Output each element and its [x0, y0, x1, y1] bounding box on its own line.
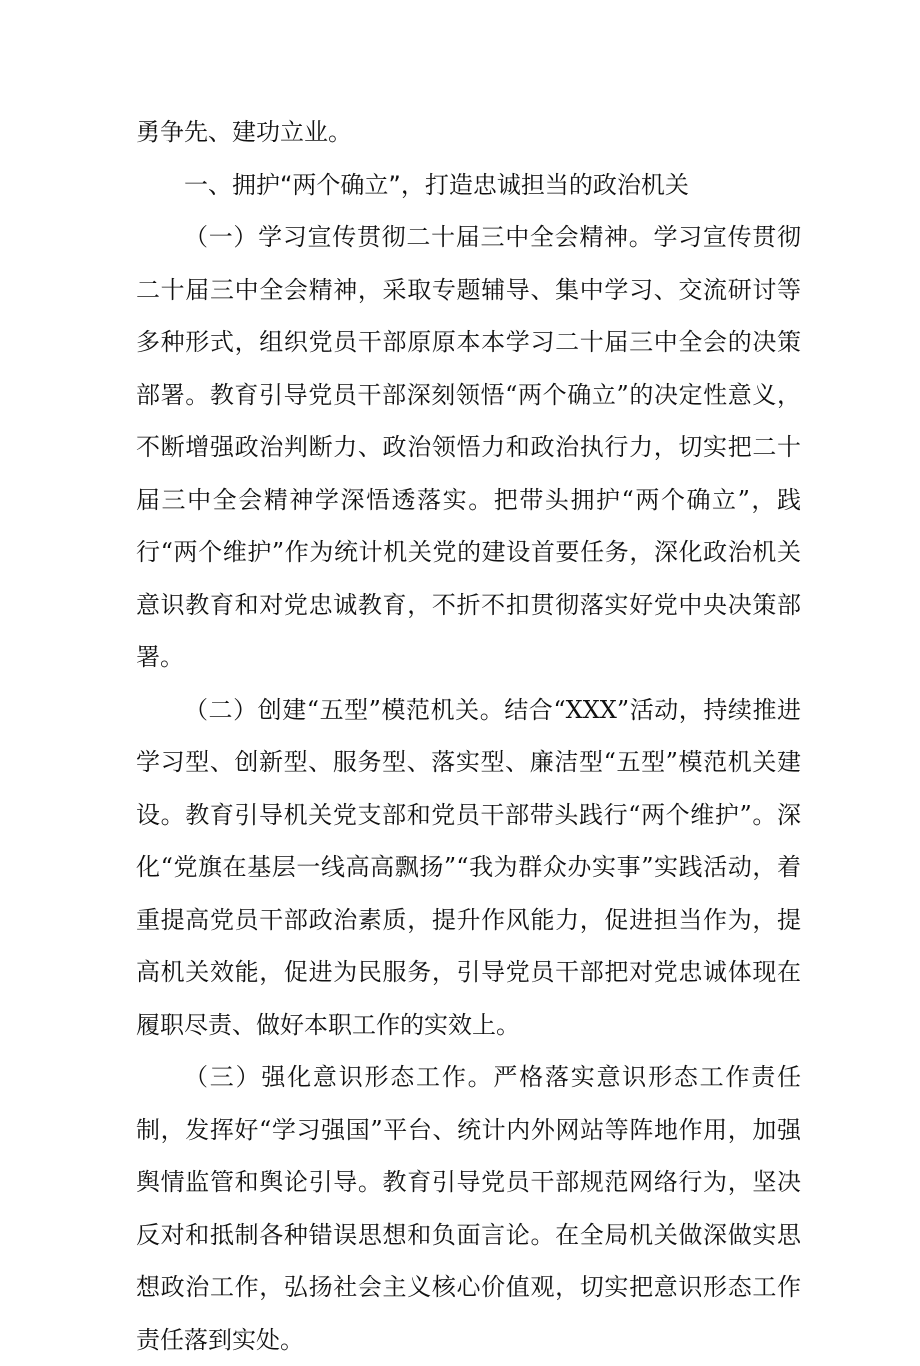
- paragraph-study-plenum: （一）学习宣传贯彻二十届三中全会精神。学习宣传贯彻二十届三中全会精神，采取专题辅导、集中学习、交流研讨等多种形式，组织党员干部原原本本学习二十届三中全会的决策部署。教育引导党员干部深刻领悟“两个确立”的决定性意义，不断增强政治判断力、政治领悟力和政治执行力，切实把二十届三中全会精神学深悟透落实。把带头拥护“两个确立”，践行“两个维护”作为统计机关党的建设首要任务，深化政治机关意识教育和对党忠诚教育，不折不扣贯彻落实好党中央决策部署。: [136, 223, 801, 671]
- paragraph-model-organs: （二）创建“五型”模范机关。结合“XXX”活动，持续推进学习型、创新型、服务型、落实型、廉洁型“五型”模范机关建设。教育引导机关党支部和党员干部带头践行“两个维护”。深化“党旗在基层一线高高飘扬”“我为群众办实事”实践活动，着重提高党员干部政治素质，提升作风能力，促进担当作为，提高机关效能，促进为民服务，引导党员干部把对党忠诚体现在履职尽责、做好本职工作的实效上。: [136, 695, 801, 1039]
- paragraph-ideology-work: （三）强化意识形态工作。严格落实意识形态工作责任制，发挥好“学习强国”平台、统计内外网站等阵地作用，加强舆情监管和舆论引导。教育引导党员干部规范网络行为，坚决反对和抵制各种错误思想和负面言论。在全局机关做深做实思想政治工作，弘扬社会主义核心价值观，切实把意识形态工作责任落到实处。: [136, 1063, 801, 1354]
- paragraph-continuation: 勇争先、建功立业。: [136, 118, 352, 146]
- section-heading: 一、拥护“两个确立”，打造忠诚担当的政治机关: [184, 170, 689, 199]
- document-page: [136, 106, 801, 1366]
